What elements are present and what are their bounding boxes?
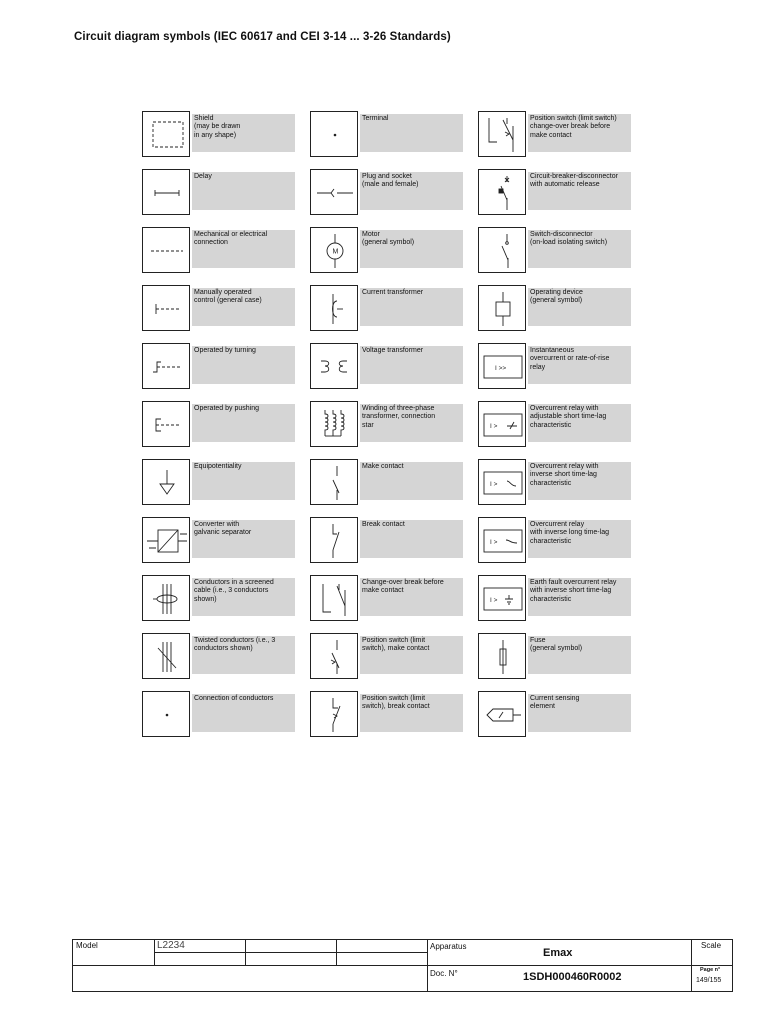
- symbol-label: Connection of conductors: [192, 694, 295, 732]
- entry-equipotentiality: [142, 459, 296, 507]
- entry-operating-device: [478, 285, 632, 333]
- position-switch-break-icon: [311, 692, 359, 738]
- equipotentiality-icon: [143, 460, 191, 506]
- entry-motor: [310, 227, 464, 275]
- entry-break-contact: [310, 517, 464, 565]
- position-switch-make-icon: [311, 634, 359, 680]
- entry-mechanical-connection: [142, 227, 296, 275]
- model-value: L2234: [157, 940, 185, 951]
- symbol-label: Switch-disconnector (on-load isolating switch): [528, 230, 631, 268]
- svg-text:I >: I >: [490, 481, 498, 488]
- symbol-label: Operated by turning: [192, 346, 295, 384]
- twisted-conductors-icon: [143, 634, 191, 680]
- switch-disconnector-icon: [479, 228, 527, 274]
- operating-device-icon: [479, 286, 527, 332]
- symbol-label: Overcurrent relay with inverse long time-lag characteristic: [528, 520, 631, 558]
- symbol-label: Position switch (limit switch) change-over break before make contact: [528, 114, 631, 152]
- entry-position-changeover: [478, 111, 632, 159]
- symbol-label: Break contact: [360, 520, 463, 558]
- entry-twisted-conductors: [142, 633, 296, 681]
- entry-operated-turning: [142, 343, 296, 391]
- page-value: 149/155: [696, 977, 722, 984]
- entry-terminal: [310, 111, 464, 159]
- entry-change-over: [310, 575, 464, 623]
- symbol-label: Operated by pushing: [192, 404, 295, 442]
- entry-plug-socket: [310, 169, 464, 217]
- symbol-label: Fuse (general symbol): [528, 636, 631, 674]
- entry-converter: [142, 517, 296, 565]
- svg-text:M: M: [332, 248, 339, 256]
- apparatus-label: Apparatus: [430, 942, 467, 951]
- symbol-label: Earth fault overcurrent relay with inverse short time-lag characteristic: [528, 578, 631, 616]
- symbol-label: Position switch (limit switch), make contact: [360, 636, 463, 674]
- delay-icon: [143, 170, 191, 216]
- symbol-label: Operating device (general symbol): [528, 288, 631, 326]
- doc-value: 1SDH000460R0002: [523, 971, 622, 983]
- symbol-label: Position switch (limit switch), break contact: [360, 694, 463, 732]
- current-transformer-icon: [311, 286, 359, 332]
- inverse-short-relay-icon: [479, 460, 527, 506]
- entry-connection-conductors: [142, 691, 296, 739]
- symbol-label: Equipotentiality: [192, 462, 295, 500]
- screened-cable-icon: [143, 576, 191, 622]
- entry-position-break: [310, 691, 464, 739]
- symbol-label: Motor (general symbol): [360, 230, 463, 268]
- entry-switch-disconnector: [478, 227, 632, 275]
- entry-earth-fault-relay: [478, 575, 632, 623]
- entry-position-make: [310, 633, 464, 681]
- entry-inverse-long-relay: [478, 517, 632, 565]
- title-block: [72, 939, 733, 992]
- entry-instantaneous-relay: [478, 343, 632, 391]
- symbol-label: Overcurrent relay with adjustable short time-lag characteristic: [528, 404, 631, 442]
- symbol-label: Change-over break before make contact: [360, 578, 463, 616]
- entry-inverse-short-relay: [478, 459, 632, 507]
- entry-shield: [142, 111, 296, 159]
- entry-current-sensing: [478, 691, 632, 739]
- apparatus-value: Emax: [543, 947, 573, 959]
- symbol-label: Delay: [192, 172, 295, 210]
- symbol-label: Overcurrent relay with inverse short time-lag characteristic: [528, 462, 631, 500]
- break-contact-icon: [311, 518, 359, 564]
- entry-delay: [142, 169, 296, 217]
- symbol-label: Current transformer: [360, 288, 463, 326]
- symbol-label: Voltage transformer: [360, 346, 463, 384]
- entry-adjustable-short-relay: [478, 401, 632, 449]
- three-phase-winding-icon: [311, 402, 359, 448]
- fuse-icon: [479, 634, 527, 680]
- model-label: Model: [76, 941, 98, 950]
- adjustable-short-relay-icon: [479, 402, 527, 448]
- inverse-long-relay-icon: [479, 518, 527, 564]
- plug-socket-icon: [311, 170, 359, 216]
- entry-manual-control: [142, 285, 296, 333]
- svg-text:I >>: I >>: [495, 365, 507, 372]
- symbol-label: Twisted conductors (i.e., 3 conductors shown): [192, 636, 295, 674]
- symbol-label: Plug and socket (male and female): [360, 172, 463, 210]
- shield-icon: [143, 112, 191, 158]
- circuit-breaker-icon: [479, 170, 527, 216]
- entry-circuit-breaker: [478, 169, 632, 217]
- earth-fault-relay-icon: [479, 576, 527, 622]
- symbol-label: Current sensing element: [528, 694, 631, 732]
- terminal-icon: [311, 112, 359, 158]
- operated-by-pushing-icon: [143, 402, 191, 448]
- change-over-contact-icon: [311, 576, 359, 622]
- scale-label: Scale: [701, 941, 722, 950]
- operated-by-turning-icon: [143, 344, 191, 390]
- page-label: Page n°: [700, 967, 721, 973]
- position-switch-changeover-icon: [479, 112, 527, 158]
- svg-text:I >: I >: [490, 597, 498, 604]
- symbol-label: Winding of three-phase transformer, connection star: [360, 404, 463, 442]
- entry-screened-cable: [142, 575, 296, 623]
- doc-label: Doc. N°: [430, 969, 458, 978]
- entry-three-phase-winding: [310, 401, 464, 449]
- symbol-label: Conductors in a screened cable (i.e., 3 conductors shown): [192, 578, 295, 616]
- mechanical-connection-icon: [143, 228, 191, 274]
- svg-text:I >: I >: [490, 539, 498, 546]
- entry-current-transformer: [310, 285, 464, 333]
- instantaneous-relay-icon: [479, 344, 527, 390]
- symbol-label: Terminal: [360, 114, 463, 152]
- entry-operated-pushing: [142, 401, 296, 449]
- symbol-label: Converter with galvanic separator: [192, 520, 295, 558]
- manual-control-icon: [143, 286, 191, 332]
- entry-make-contact: [310, 459, 464, 507]
- symbol-label: Instantaneous overcurrent or rate-of-rise relay: [528, 346, 631, 384]
- entry-voltage-transformer: [310, 343, 464, 391]
- conductor-connection-icon: [143, 692, 191, 738]
- svg-text:I >: I >: [490, 423, 498, 430]
- symbol-label: Circuit-breaker-disconnector with automatic release: [528, 172, 631, 210]
- current-sensing-icon: [479, 692, 527, 738]
- page-title: Circuit diagram symbols (IEC 60617 and CEI 3-14 ... 3-26 Standards): [74, 31, 451, 43]
- symbol-label: Mechanical or electrical connection: [192, 230, 295, 268]
- entry-fuse: [478, 633, 632, 681]
- symbol-label: Make contact: [360, 462, 463, 500]
- converter-icon: [143, 518, 191, 564]
- symbol-label: Manually operated control (general case): [192, 288, 295, 326]
- voltage-transformer-icon: [311, 344, 359, 390]
- symbol-label: Shield (may be drawn in any shape): [192, 114, 295, 152]
- motor-icon: [311, 228, 359, 274]
- make-contact-icon: [311, 460, 359, 506]
